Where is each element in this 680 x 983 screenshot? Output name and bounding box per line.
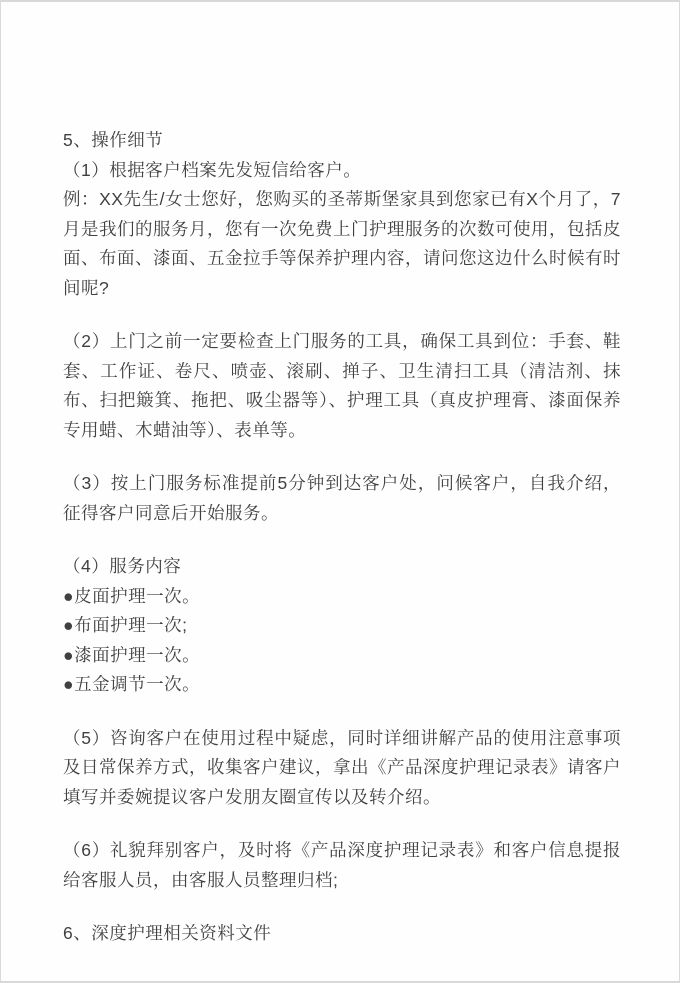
step-5-consult-customer: （5）咨询客户在使用过程中疑虑，同时详细讲解产品的使用注意事项及日常保养方式，收集客户建议，拿出《产品深度护理记录表》请客户填写并委婉提议客户发朋友圈宣传以及转介绍。 [63,727,621,807]
section-6-title: 6、深度护理相关资料文件 [63,923,272,943]
sms-example-text: 例：XX先生/女士您好，您购买的圣蒂斯堡家具到您家已有X个月了，7月是我们的服务月，您有一次免费上门护理服务的次数可使用，包括皮面、布面、漆面、五金拉手等保养护理内容，请问您这边什么时候有时间呢? [63,189,621,298]
bullet-paint-care: ●漆面护理一次。 [63,644,201,665]
bullet-fabric-care: ●布面护理一次; [63,615,188,635]
document-content [1,2,679,949]
step-6-farewell-report: （6）礼貌拜别客户，及时将《产品深度护理记录表》和客户信息提报给客服人员，由客服人员整理归档; [63,840,621,890]
step-4-block [63,552,621,700]
step-3-block [63,469,621,528]
step-2-check-tools: （2）上门之前一定要检查上门服务的工具，确保工具到位：手套、鞋套、工作证、卷尺、喷壶、滚刷、掸子、卫生清扫工具（清洁剂、抹布、扫把簸箕、拖把、吸尘器等）、护理工具（真皮护理膏、漆面保养专用蜡、木蜡油等）、表单等。 [63,331,621,440]
step-5-block [63,724,621,813]
bullet-hardware-adjust: ●五金调节一次。 [63,674,201,694]
step-6-block [63,836,621,895]
step-4-service-content-title: （4）服务内容 [63,556,182,576]
step-3-arrival-standard: （3）按上门服务标准提前5分钟到达客户处，问候客户，自我介绍，征得客户同意后开始服务。 [63,473,621,523]
step-1-send-sms: （1）根据客户档案先发短信给客户。 [63,159,362,180]
bullet-leather-care: ●皮面护理一次。 [63,585,201,606]
section-5-title: 5、操作细节 [63,130,164,150]
section-care-files [63,919,621,949]
step-2-block [63,327,621,445]
section-operation-details [63,126,621,303]
